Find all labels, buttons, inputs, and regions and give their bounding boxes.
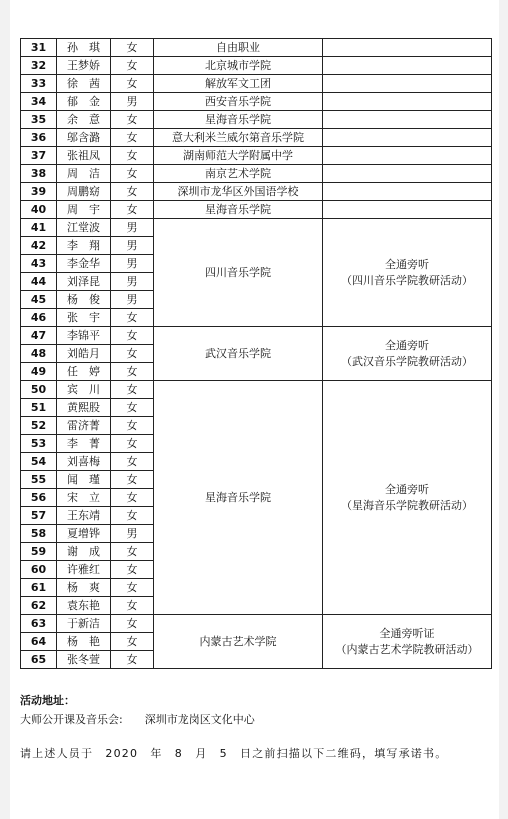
row-number: 59 [21,543,57,561]
person-name: 于新洁 [57,615,111,633]
table-row [21,57,492,75]
gender: 女 [111,39,154,57]
gender: 男 [111,255,154,273]
group-institution: 武汉音乐学院 [154,327,323,381]
table-row [21,201,492,219]
person-name: 雷济菁 [57,417,111,435]
gender: 女 [111,507,154,525]
row-number: 42 [21,237,57,255]
person-name: 周 洁 [57,165,111,183]
gender: 男 [111,219,154,237]
remark-cell [323,201,492,219]
person-name: 闻 瑾 [57,471,111,489]
gender: 女 [111,165,154,183]
row-number: 53 [21,435,57,453]
row-number: 40 [21,201,57,219]
person-name: 任 婷 [57,363,111,381]
venue-name: 深圳市龙岗区文化中心 [144,713,255,726]
institution: 意大利米兰威尔第音乐学院 [154,129,323,147]
person-name: 张 宇 [57,309,111,327]
row-number: 58 [21,525,57,543]
row-number: 65 [21,651,57,669]
table-row [21,129,492,147]
row-number: 45 [21,291,57,309]
gender: 女 [111,57,154,75]
person-name: 邬含潞 [57,129,111,147]
group-remark [323,327,492,381]
gender: 女 [111,417,154,435]
person-name: 李金华 [57,255,111,273]
gender: 男 [111,291,154,309]
gender: 女 [111,471,154,489]
row-number: 55 [21,471,57,489]
person-name: 孙 琪 [57,39,111,57]
row-number: 41 [21,219,57,237]
instruction-text: 请上述人员于 2020 年 8 月 5 日之前扫描以下二维码，填写承诺书。 [20,747,448,760]
row-number: 63 [21,615,57,633]
row-number: 64 [21,633,57,651]
person-name: 王东靖 [57,507,111,525]
person-name: 袁东艳 [57,597,111,615]
remark-line-2: （四川音乐学院教研活动） [341,273,473,287]
person-name: 余 意 [57,111,111,129]
gender: 女 [111,579,154,597]
gender: 女 [111,543,154,561]
institution: 北京城市学院 [154,57,323,75]
gender: 女 [111,75,154,93]
group-remark [323,615,492,669]
gender: 男 [111,525,154,543]
row-number: 33 [21,75,57,93]
institution: 星海音乐学院 [154,201,323,219]
person-name: 许雅红 [57,561,111,579]
group-institution: 星海音乐学院 [154,381,323,615]
row-number: 34 [21,93,57,111]
institution: 湖南师范大学附属中学 [154,147,323,165]
table-row [21,381,492,399]
gender: 女 [111,561,154,579]
gender: 女 [111,309,154,327]
person-name: 李锦平 [57,327,111,345]
row-number: 47 [21,327,57,345]
remark-line-1: 全通旁听证 [379,626,435,640]
gender: 女 [111,633,154,651]
row-number: 43 [21,255,57,273]
row-number: 36 [21,129,57,147]
institution: 解放军文工团 [154,75,323,93]
row-number: 38 [21,165,57,183]
row-number: 31 [21,39,57,57]
person-name: 刘皓月 [57,345,111,363]
gender: 女 [111,129,154,147]
row-number: 62 [21,597,57,615]
row-number: 48 [21,345,57,363]
remark-cell [323,39,492,57]
person-name: 刘喜梅 [57,453,111,471]
table-row [21,147,492,165]
row-number: 49 [21,363,57,381]
person-name: 江堂波 [57,219,111,237]
remark-line-1: 全通旁听 [385,482,429,496]
event-location [20,711,500,727]
remark-cell [323,57,492,75]
remark-cell [323,165,492,183]
gender: 女 [111,489,154,507]
row-number: 32 [21,57,57,75]
institution: 深圳市龙华区外国语学校 [154,183,323,201]
gender: 女 [111,111,154,129]
group-remark [323,219,492,327]
institution: 星海音乐学院 [154,111,323,129]
row-number: 50 [21,381,57,399]
table-row [21,111,492,129]
person-name: 杨 爽 [57,579,111,597]
row-number: 57 [21,507,57,525]
person-name: 宾 川 [57,381,111,399]
person-name: 宋 立 [57,489,111,507]
gender: 女 [111,615,154,633]
gender: 女 [111,201,154,219]
gender: 男 [111,273,154,291]
row-number: 35 [21,111,57,129]
institution: 西安音乐学院 [154,93,323,111]
person-name: 杨 俊 [57,291,111,309]
gender: 女 [111,453,154,471]
remark-line-2: （星海音乐学院教研活动） [341,498,473,512]
remark-line-2: （武汉音乐学院教研活动） [341,354,473,368]
person-name: 李 翔 [57,237,111,255]
row-number: 54 [21,453,57,471]
table-row [21,75,492,93]
group-institution: 内蒙古艺术学院 [154,615,323,669]
group-remark [323,381,492,615]
gender: 女 [111,435,154,453]
remark-line-2: （内蒙古艺术学院教研活动） [335,642,479,656]
table-row [21,165,492,183]
gender: 女 [111,183,154,201]
institution: 自由职业 [154,39,323,57]
row-number: 56 [21,489,57,507]
person-name: 张祖凤 [57,147,111,165]
event-name: 大师公开课及音乐会: [20,713,123,726]
gender: 女 [111,651,154,669]
remark-cell [323,75,492,93]
row-number: 46 [21,309,57,327]
person-name: 黄熙股 [57,399,111,417]
remark-cell [323,93,492,111]
table-row [21,183,492,201]
remark-cell [323,129,492,147]
remark-cell [323,147,492,165]
remark-line-1: 全通旁听 [385,338,429,352]
remark-cell [323,111,492,129]
person-name: 徐 茜 [57,75,111,93]
row-number: 39 [21,183,57,201]
person-name: 张冬萱 [57,651,111,669]
institution: 南京艺术学院 [154,165,323,183]
participant-table [20,38,492,669]
gender: 女 [111,327,154,345]
gender: 女 [111,363,154,381]
table-row [21,39,492,57]
remark-line-1: 全通旁听 [385,257,429,271]
table-row [21,219,492,237]
gender: 女 [111,147,154,165]
row-number: 60 [21,561,57,579]
row-number: 61 [21,579,57,597]
table-row [21,93,492,111]
person-name: 刘泽昆 [57,273,111,291]
person-name: 谢 成 [57,543,111,561]
gender: 女 [111,597,154,615]
person-name: 杨 艳 [57,633,111,651]
person-name: 王梦娇 [57,57,111,75]
document-page [10,0,499,819]
gender: 男 [111,237,154,255]
person-name: 周 宇 [57,201,111,219]
remark-cell [323,183,492,201]
row-number: 51 [21,399,57,417]
table-row [21,615,492,633]
gender: 女 [111,345,154,363]
group-institution: 四川音乐学院 [154,219,323,327]
person-name: 夏增铧 [57,525,111,543]
person-name: 郁 金 [57,93,111,111]
person-name: 周鹏窈 [57,183,111,201]
address-label: 活动地址： [20,694,75,707]
gender: 男 [111,93,154,111]
row-number: 52 [21,417,57,435]
gender: 女 [111,399,154,417]
gender: 女 [111,381,154,399]
table-row [21,327,492,345]
person-name: 李 菁 [57,435,111,453]
row-number: 44 [21,273,57,291]
row-number: 37 [21,147,57,165]
